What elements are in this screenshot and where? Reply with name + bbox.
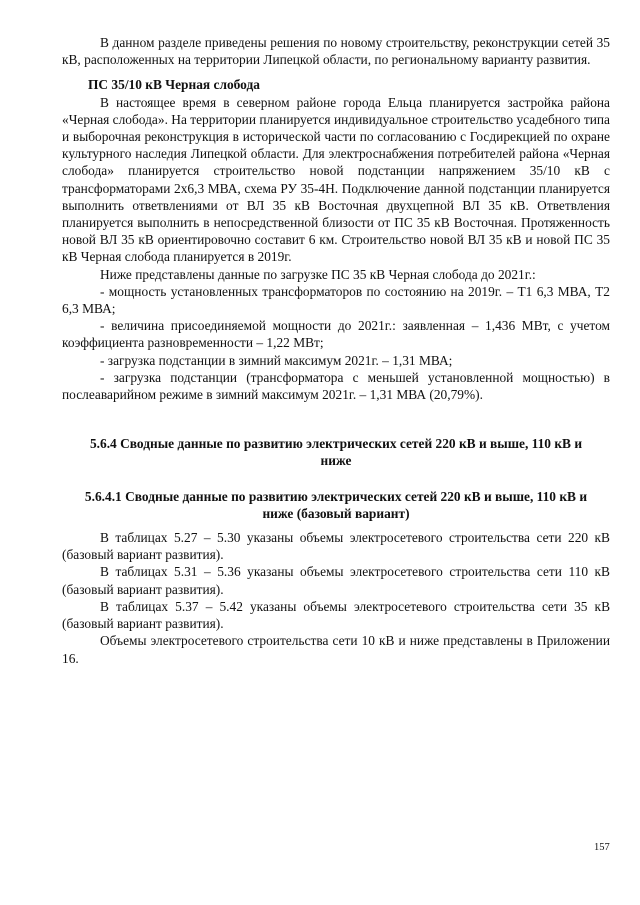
- body-paragraph: В таблицах 5.27 – 5.30 указаны объемы электросетевого строительства сети 220 кВ (базовый вариант развития).: [62, 530, 610, 563]
- substation-title: ПС 35/10 кВ Черная слобода: [88, 77, 260, 93]
- list-item: - загрузка подстанции в зимний максимум 2021г. – 1,31 МВА;: [100, 352, 453, 368]
- intro-paragraph: В данном разделе приведены решения по новому строительству, реконструкции сетей 35 кВ, расположенных на территории Липецкой области, по региональному варианту развития.: [62, 35, 610, 68]
- list-item: - мощность установленных трансформаторов по состоянию на 2019г. – Т1 6,3 МВА, Т2 6,3 МВА;: [62, 283, 610, 317]
- section-heading: 5.6.4 Сводные данные по развитию электрических сетей 220 кВ и выше, 110 кВ и ниже: [89, 436, 583, 469]
- section-subheading: 5.6.4.1 Сводные данные по развитию электрических сетей 220 кВ и выше, 110 кВ и ниже (базовый вариант): [84, 488, 588, 521]
- body-paragraph: В таблицах 5.31 – 5.36 указаны объемы электросетевого строительства сети 110 кВ (базовый вариант развития).: [62, 564, 610, 597]
- body-paragraph: В таблицах 5.37 – 5.42 указаны объемы электросетевого строительства сети 35 кВ (базовый вариант развития).: [62, 598, 610, 632]
- load-list: [62, 283, 610, 403]
- document-page: [62, 34, 610, 667]
- list-item: - величина присоединяемой мощности до 2021г.: заявленная – 1,436 МВт, с учетом коэффициента разновременности – 1,22 МВт;: [62, 318, 610, 351]
- load-intro: Ниже представлены данные по загрузке ПС 35 кВ Черная слобода до 2021г.:: [100, 266, 536, 282]
- body-paragraph: Объемы электросетевого строительства сети 10 кВ и ниже представлены в Приложении 16.: [62, 633, 610, 666]
- page-number: 157: [594, 842, 610, 853]
- list-item: - загрузка подстанции (трансформатора с меньшей установленной мощностью) в послеаварийном режиме в зимний максимум 2021г. – 1,31 МВА (20,79%).: [62, 369, 610, 403]
- substation-description: В настоящее время в северном районе города Ельца планируется застройка района «Черная слобода». На территории планируется индивидуальное строительство усадебного типа и выборочная реконструкция в исторической части по согласованию с Госдирекцией по охране культурного наследия Липецкой области. Для электроснабжения потребителей района «Черная слобода» планируется строительство новой подстанции напряжением 35/10 кВ с трансформаторами 2х6,3 МВА, схема РУ 35-4Н. Подключение данной подстанции планируется выполнить ответвлениями от ВЛ 35 кВ Восточная двухцепной ВЛ 35 кВ. Ответвления планируется выполнить в непосредственной близости от ПС 35 кВ Восточная. Протяженность новой ВЛ 35 кВ ориентировочно составит 6 км. Строительство новой ВЛ 35 кВ и новой ПС 35 кВ Черная слобода планируется в 2019г.: [62, 94, 610, 265]
